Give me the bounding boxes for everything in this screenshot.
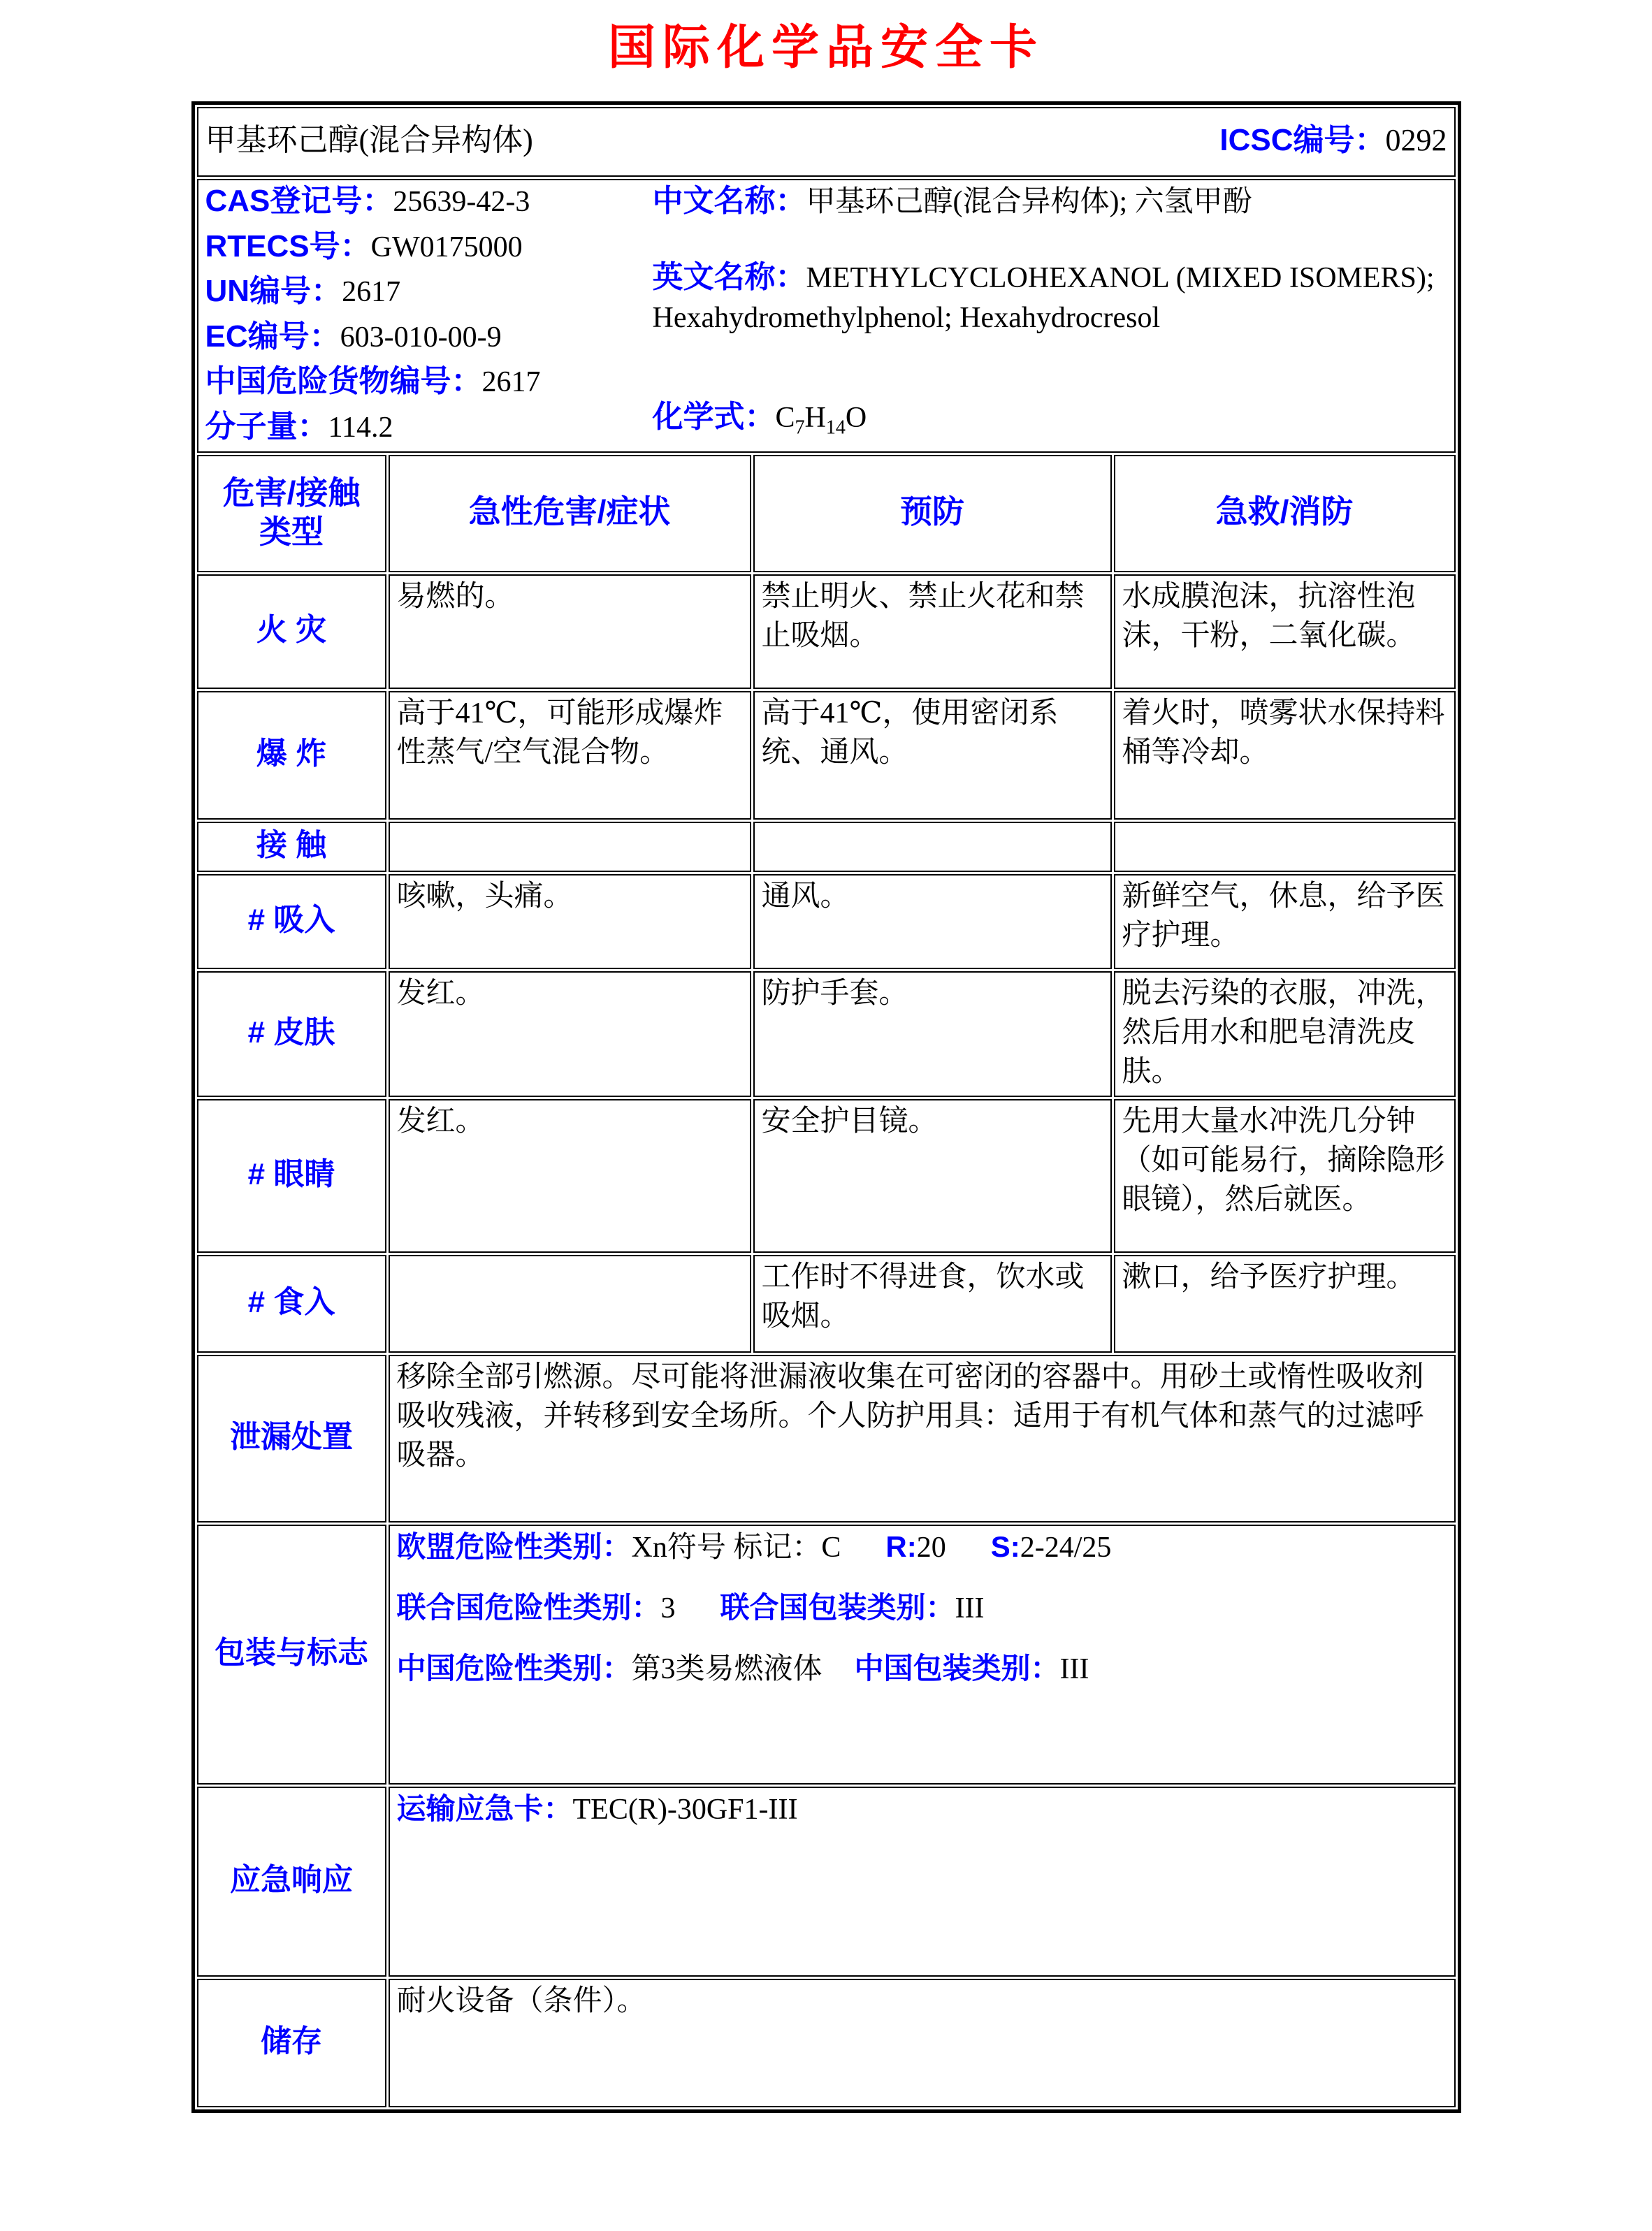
category-inhalation: # 吸入 xyxy=(197,874,386,969)
transport-card-value: TEC(R)-30GF1-III xyxy=(572,1794,798,1826)
exposure-symptom xyxy=(389,822,751,872)
category-spill: 泄漏处置 xyxy=(197,1355,386,1523)
safety-card-table xyxy=(191,101,1461,2113)
eyes-symptom: 发红。 xyxy=(389,1099,751,1253)
category-fire: 火 灾 xyxy=(197,574,386,689)
page xyxy=(0,10,1652,2113)
ingestion-response: 漱口，给予医疗护理。 xyxy=(1114,1255,1456,1353)
table-row-storage xyxy=(197,1979,1456,2107)
table-row-emergency xyxy=(197,1787,1456,1977)
category-skin: # 皮肤 xyxy=(197,971,386,1097)
exposure-prevention xyxy=(753,822,1112,872)
icsc-number xyxy=(1219,121,1447,160)
table-row-explosion xyxy=(197,691,1456,820)
card-header-cell xyxy=(197,107,1456,177)
header-prevention: 预防 xyxy=(753,455,1112,572)
category-packaging: 包装与标志 xyxy=(197,1525,386,1785)
skin-prevention: 防护手套。 xyxy=(753,971,1112,1097)
name-list xyxy=(653,182,1447,447)
storage-text: 耐火设备（条件）。 xyxy=(389,1979,1456,2107)
identifiers-row xyxy=(197,179,1456,453)
icsc-value: 0292 xyxy=(1385,123,1447,157)
header-firstaid-firefighting: 急救/消防 xyxy=(1114,455,1456,572)
transport-card-label: 运输应急卡： xyxy=(396,1792,573,1825)
ec-number: EC编号：603-010-00-9 xyxy=(205,319,502,354)
table-row-fire xyxy=(197,574,1456,689)
table-row-inhalation xyxy=(197,874,1456,969)
chinese-name: 中文名称：甲基环己醇(混合异构体); 六氢甲酚 xyxy=(652,184,1252,218)
table-row-skin xyxy=(197,971,1456,1097)
ingestion-prevention: 工作时不得进食，饮水或吸烟。 xyxy=(753,1255,1112,1353)
chemical-formula: 化学式：$C_7H_{14}O$ xyxy=(652,399,867,438)
identifiers-layout xyxy=(205,182,1447,447)
rtecs-number: RTECS号：GW0175000 xyxy=(205,228,523,263)
page-title: 国际化学品安全卡 xyxy=(607,21,1044,74)
spill-text: 移除全部引燃源。尽可能将泄漏液收集在可密闭的容器中。用砂土或惰性吸收剂吸收残液，并转移到安全场所。个人防护用具：适用于有机气体和蒸气的过滤呼吸器。 xyxy=(389,1355,1456,1523)
category-exposure: 接 触 xyxy=(197,822,386,872)
category-explosion: 爆 炸 xyxy=(197,691,386,820)
english-name: 英文名称：METHYLCYCLOHEXANOL (MIXED ISOMERS); Hexahydromethylphenol; Hexahydrocresol xyxy=(652,260,1435,334)
identifier-list xyxy=(205,182,653,447)
icsc-label: ICSC编号： xyxy=(1219,123,1386,157)
category-emergency: 应急响应 xyxy=(197,1787,386,1977)
fire-prevention: 禁止明火、禁止火花和禁止吸烟。 xyxy=(753,574,1112,689)
skin-symptom: 发红。 xyxy=(389,971,751,1097)
explosion-symptom: 高于41℃，可能形成爆炸性蒸气/空气混合物。 xyxy=(389,691,751,820)
un-number: UN编号：2617 xyxy=(205,274,401,309)
cn-hazard-line: 中国危险性类别：第3类易燃液体 中国包装类别：III xyxy=(396,1652,1089,1685)
fire-symptom: 易燃的。 xyxy=(389,574,751,689)
molecular-weight: 分子量：114.2 xyxy=(205,409,393,444)
china-dg-number: 中国危险货物编号：2617 xyxy=(205,364,541,399)
category-storage: 储存 xyxy=(197,1979,386,2107)
table-row-exposure xyxy=(197,822,1456,872)
table-header-row xyxy=(197,455,1456,572)
cas-number: CAS登记号：25639-42-3 xyxy=(205,184,530,218)
table-row-ingestion xyxy=(197,1255,1456,1353)
explosion-prevention: 高于41℃，使用密闭系统、通风。 xyxy=(753,691,1112,820)
card-header-row xyxy=(197,107,1456,177)
exposure-response xyxy=(1114,822,1456,872)
table-row-spill xyxy=(197,1355,1456,1523)
chemical-name: 甲基环己醇(混合异构体) xyxy=(205,123,533,157)
packaging-details xyxy=(389,1525,1456,1785)
header-acute-hazards: 急性危害/症状 xyxy=(389,455,751,572)
card-header xyxy=(205,121,1447,160)
category-eyes: # 眼睛 xyxy=(197,1099,386,1253)
eyes-prevention: 安全护目镜。 xyxy=(753,1099,1112,1253)
identifiers-cell xyxy=(197,179,1456,453)
inhalation-symptom: 咳嗽，头痛。 xyxy=(389,874,751,969)
ingestion-symptom xyxy=(389,1255,751,1353)
table-row-eyes xyxy=(197,1099,1456,1253)
inhalation-response: 新鲜空气，休息，给予医疗护理。 xyxy=(1114,874,1456,969)
header-hazard-type: 危害/接触 类型 xyxy=(197,455,386,572)
un-hazard-line: 联合国危险性类别：3 联合国包装类别：III xyxy=(396,1591,985,1625)
emergency-details xyxy=(389,1787,1456,1977)
eu-hazard-line: 欧盟危险性类别：Xn符号 标记：C R:20 S:2-24/25 xyxy=(396,1530,1112,1564)
skin-response: 脱去污染的衣服，冲洗，然后用水和肥皂清洗皮肤。 xyxy=(1114,971,1456,1097)
table-row-packaging xyxy=(197,1525,1456,1785)
eyes-response: 先用大量水冲洗几分钟（如可能易行，摘除隐形眼镜），然后就医。 xyxy=(1114,1099,1456,1253)
inhalation-prevention: 通风。 xyxy=(753,874,1112,969)
fire-response: 水成膜泡沫，抗溶性泡沫，干粉，二氧化碳。 xyxy=(1114,574,1456,689)
explosion-response: 着火时，喷雾状水保持料桶等冷却。 xyxy=(1114,691,1456,820)
category-ingestion: # 食入 xyxy=(197,1255,386,1353)
